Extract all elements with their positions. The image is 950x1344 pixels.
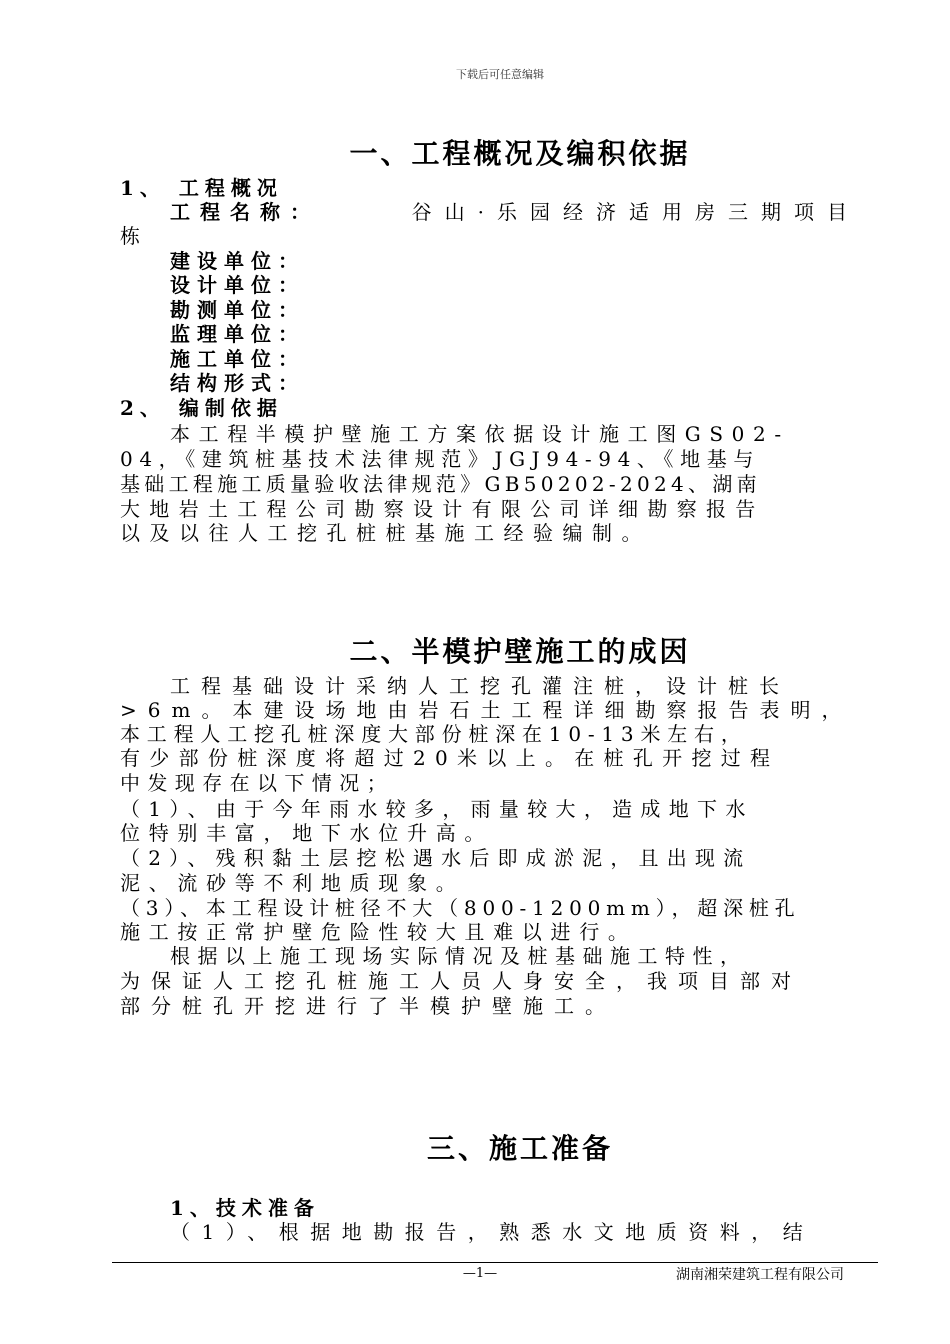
s2-item-2: （2）、残积黏土层挖松遇水后即成淤泥，且出现流 <box>120 846 752 870</box>
basis-line-5: 以及以往人工挖孔桩桩基施工经验编制。 <box>120 521 651 545</box>
s3-sub1: 1、技术准备 <box>170 1196 320 1220</box>
project-name-row <box>170 200 860 224</box>
field-structure-type: 结构形式： <box>170 371 305 395</box>
s2-item-1: （1）、由于今年雨水较多，雨量较大，造成地下水 <box>120 797 754 821</box>
field-design-unit: 设计单位： <box>170 273 305 297</box>
header-note: 下载后可任意编辑 <box>456 68 544 81</box>
basis-line-2: 04，《建筑桩基技术法律规范》JGJ94-94、《地基与 <box>120 447 760 471</box>
project-name-label: 工程名称： <box>170 200 320 224</box>
field-construction-unit: 建设单位： <box>170 249 305 273</box>
basis-line-1: 本工程半模护壁施工方案依据设计施工图GS02- <box>170 422 790 446</box>
field-survey-unit: 勘测单位： <box>170 298 305 322</box>
basis-line-4: 大地岩土工程公司勘察设计有限公司详细勘察报告 <box>120 497 765 521</box>
s2-line-5: 中发现存在以下情况； <box>120 771 394 795</box>
s2-line-4: 有少部份桩深度将超过20米以上。在桩孔开挖过程 <box>120 746 780 770</box>
section-1-title: 一、工程概况及编积依据 <box>349 137 691 170</box>
field-contractor-unit: 施工单位： <box>170 347 305 371</box>
project-name-value: 谷山·乐园经济适用房三期项目 <box>411 200 860 224</box>
s2-line-3: 本工程人工挖孔桩深度大部份桩深在10-13米左右， <box>120 722 748 746</box>
s1-sub1: 1、 工程概况 <box>120 176 283 200</box>
page-number: —1— <box>462 1266 498 1281</box>
s2-item-2-cont: 泥、流砂等不利地质现象。 <box>120 871 465 895</box>
s2-item-3-cont: 施工按正常护壁危险性较大且难以进行。 <box>120 920 637 944</box>
s2-line-1: 工程基础设计采纳人工挖孔灌注桩，设计桩长 <box>170 674 790 698</box>
s2-line-12: 根据以上施工现场实际情况及桩基础施工特性， <box>170 944 748 968</box>
basis-line-3: 基础工程施工质量验收法律规范》GB50202-2024、湖南 <box>120 472 761 496</box>
s2-line-14: 部分桩孔开挖进行了半模护壁施工。 <box>120 994 616 1018</box>
section-3-title: 三、施工准备 <box>426 1132 613 1165</box>
s2-line-13: 为保证人工挖孔桩施工人员人身安全，我项目部对 <box>120 969 802 993</box>
s3-line-1: （1）、根据地勘报告，熟悉水文地质资料，结 <box>170 1220 815 1244</box>
field-supervision-unit: 监理单位： <box>170 322 305 346</box>
s2-item-3: （3）、本工程设计桩径不大（800-1200mm），超深桩孔 <box>120 896 801 920</box>
s1-sub2: 2、 编制依据 <box>120 396 283 420</box>
section-2-title: 二、半模护壁施工的成因 <box>349 635 691 668</box>
footer-rule <box>112 1262 878 1263</box>
company-name: 湖南湘荣建筑工程有限公司 <box>676 1267 844 1283</box>
s2-line-2: >6m。本建设场地由岩石土工程详细勘察报告表明， <box>120 698 853 722</box>
s2-item-1-cont: 位特别丰富，地下水位升高。 <box>120 821 494 845</box>
project-name-cont: 栋 <box>120 224 140 248</box>
